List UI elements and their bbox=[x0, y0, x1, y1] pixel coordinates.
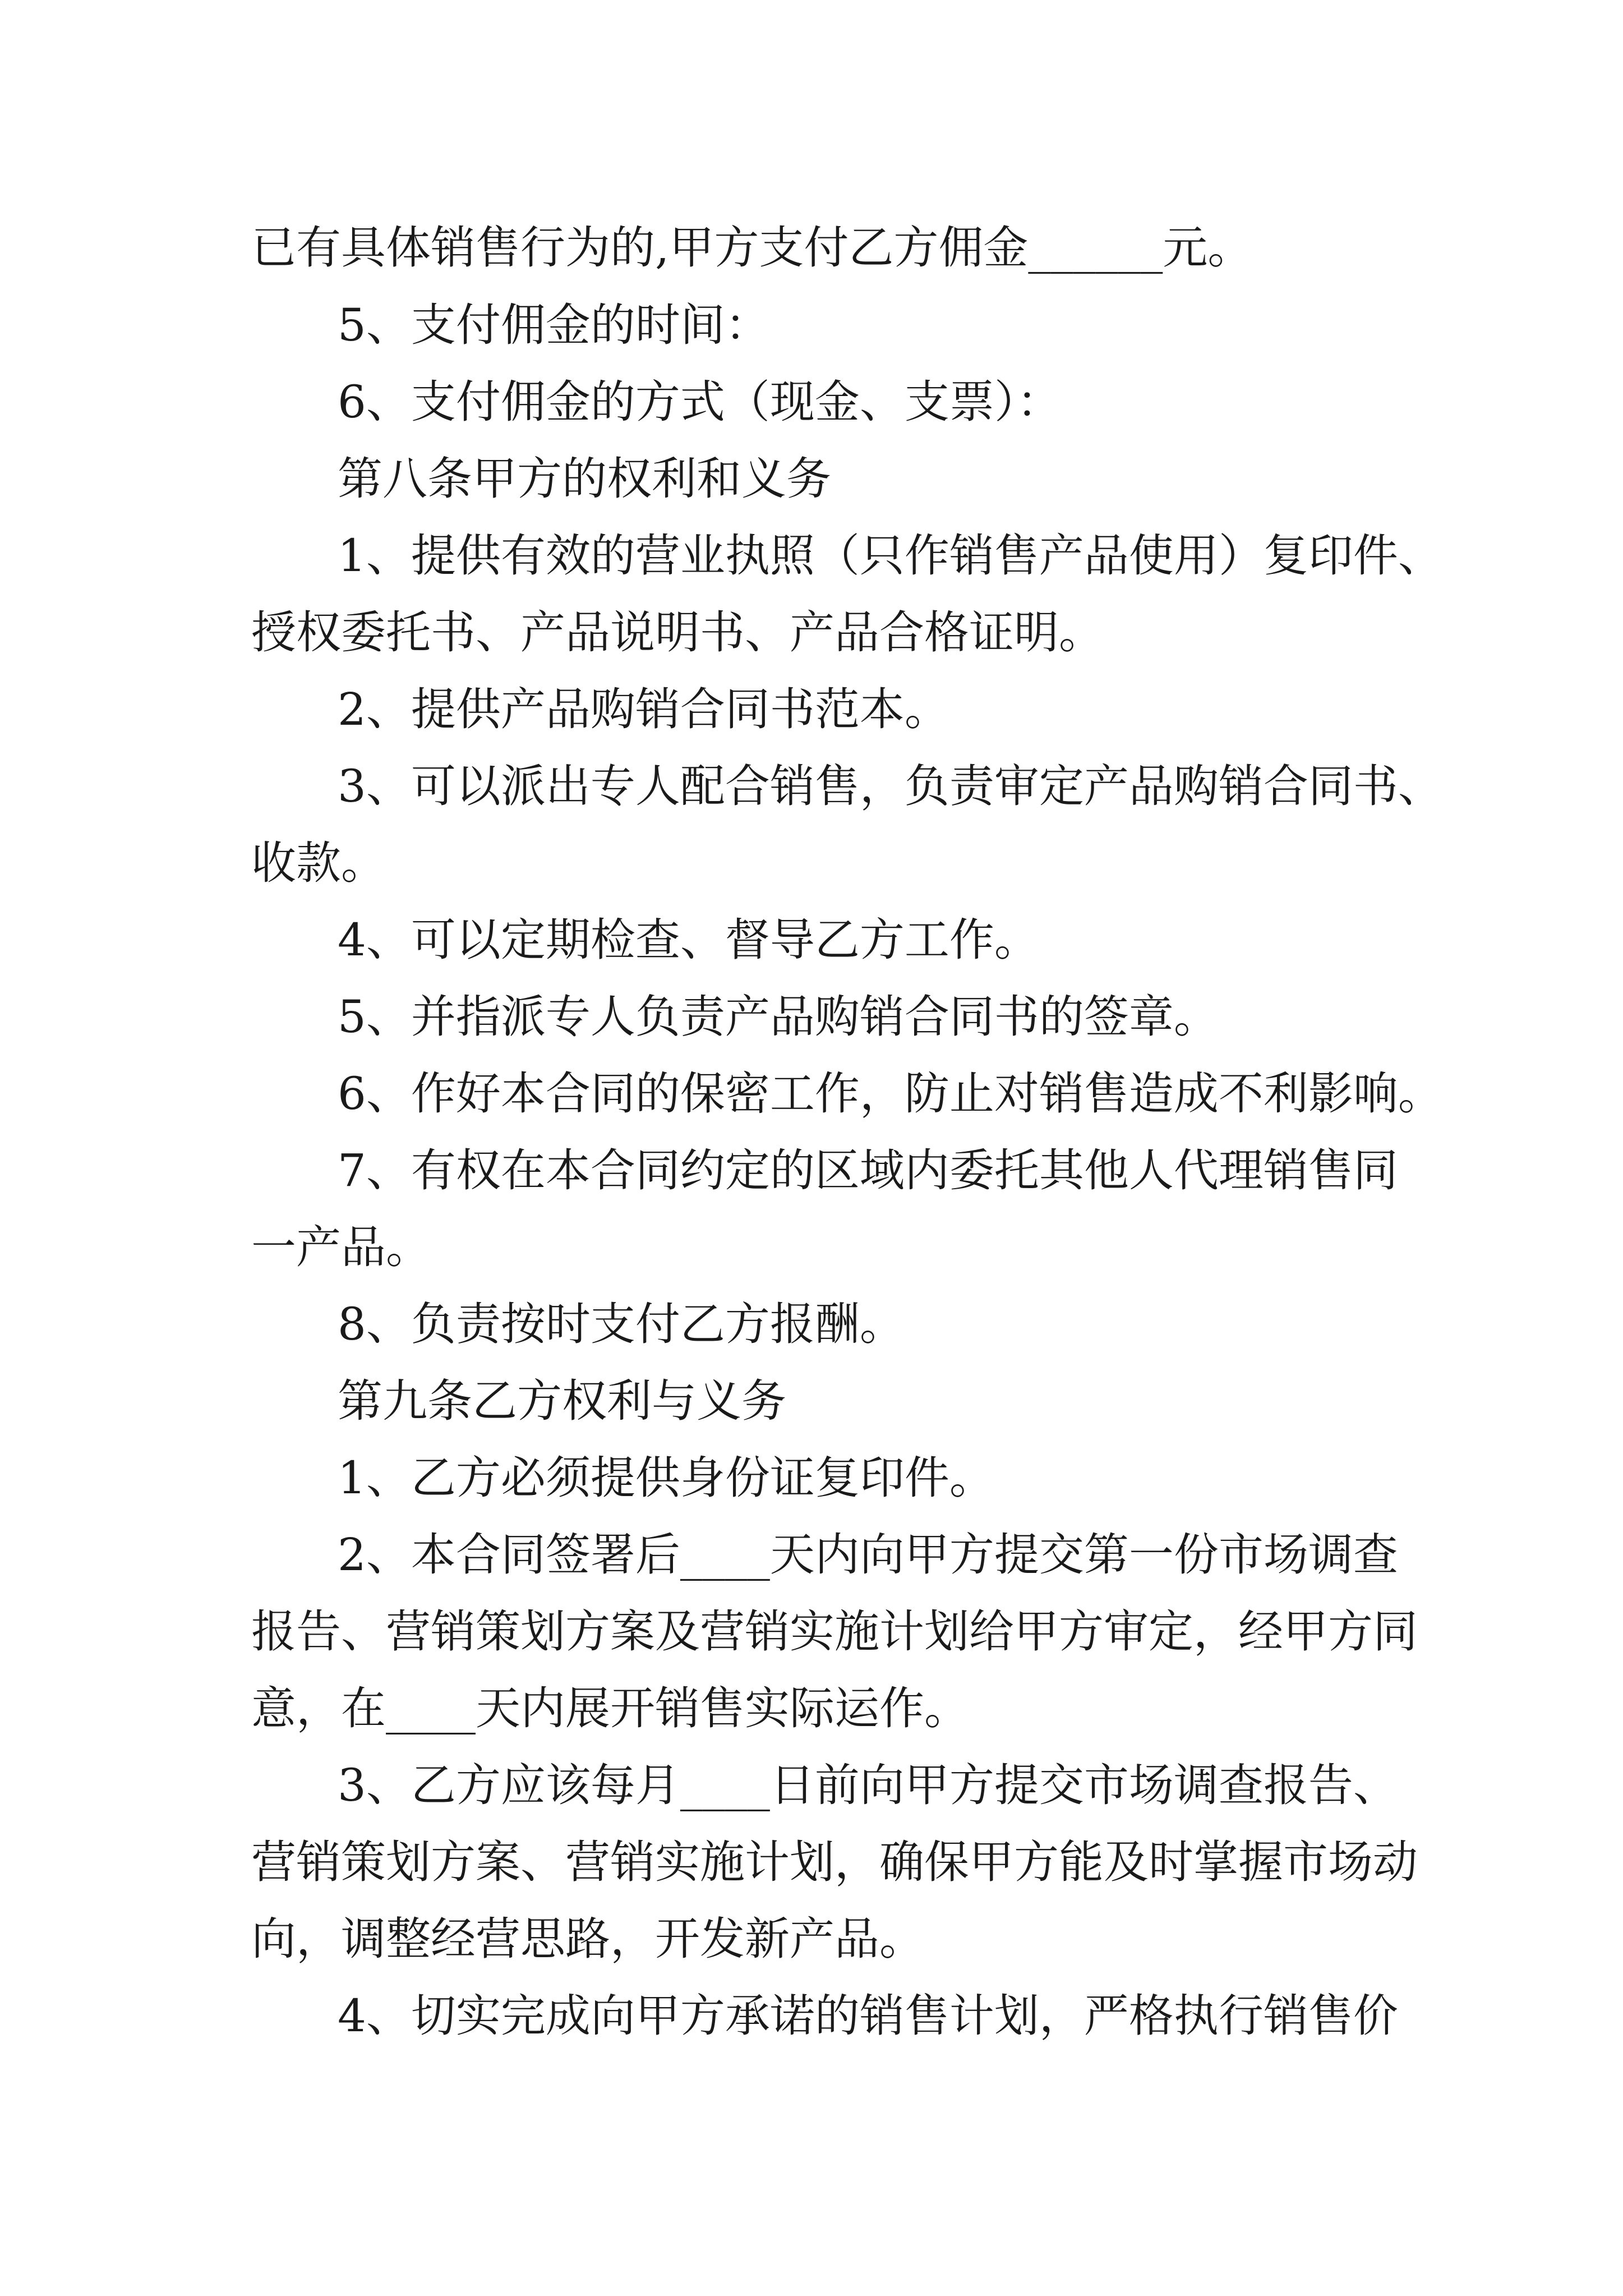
paragraph-line: 5、支付佣金的时间： bbox=[338, 299, 770, 351]
paragraph-line: 3、乙方应该每月____日前向甲方提交市场调查报告、 bbox=[338, 1759, 1398, 1811]
paragraph-line: 1、提供有效的营业执照（只作销售产品使用）复印件、 bbox=[338, 530, 1443, 582]
paragraph-line: 授权委托书、产品说明书、产品合格证明。 bbox=[251, 606, 1104, 659]
paragraph-line: 4、切实完成向甲方承诺的销售计划，严格执行销售价 bbox=[338, 1990, 1398, 2042]
paragraph-line: 已有具体销售行为的,甲方支付乙方佣金______元。 bbox=[251, 222, 1253, 274]
paragraph-line: 2、提供产品购销合同书范本。 bbox=[338, 683, 949, 735]
paragraph-line: 收款。 bbox=[251, 837, 386, 889]
paragraph-line: 报告、营销策划方案及营销实施计划给甲方审定，经甲方同 bbox=[251, 1605, 1418, 1658]
paragraph-line: 一产品。 bbox=[251, 1221, 431, 1273]
paragraph-line: 3、可以派出专人配合销售，负责审定产品购销合同书、 bbox=[338, 760, 1443, 812]
paragraph-line: 6、作好本合同的保密工作，防止对销售造成不利影响。 bbox=[338, 1068, 1443, 1120]
paragraph-line: 7、有权在本合同约定的区域内委托其他人代理销售同 bbox=[338, 1144, 1398, 1197]
paragraph-line: 意，在____天内展开销售实际运作。 bbox=[251, 1682, 969, 1734]
paragraph-line: 5、并指派专人负责产品购销合同书的签章。 bbox=[338, 991, 1219, 1043]
paragraph-line: 4、可以定期检查、督导乙方工作。 bbox=[338, 914, 1039, 966]
paragraph-line: 1、乙方必须提供身份证复印件。 bbox=[338, 1452, 994, 1504]
paragraph-line: 6、支付佣金的方式（现金、支票）： bbox=[338, 376, 1062, 428]
section-heading: 第九条乙方权利与义务 bbox=[338, 1375, 786, 1427]
paragraph-line: 2、本合同签署后____天内向甲方提交第一份市场调查 bbox=[338, 1529, 1398, 1581]
paragraph-line: 向，调整经营思路，开发新产品。 bbox=[251, 1913, 924, 1965]
section-heading: 第八条甲方的权利和义务 bbox=[338, 453, 831, 505]
paragraph-line: 8、负责按时支付乙方报酬。 bbox=[338, 1298, 905, 1350]
paragraph-line: 营销策划方案、营销实施计划，确保甲方能及时掌握市场动 bbox=[251, 1836, 1418, 1888]
